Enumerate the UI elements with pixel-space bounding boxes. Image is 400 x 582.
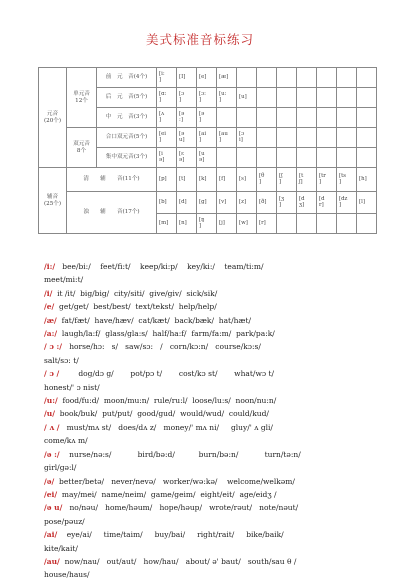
chart-cell: [ʌ ]	[157, 108, 177, 128]
chart-row-front	[39, 68, 377, 88]
practice-line	[44, 287, 374, 300]
chart-cell: [m]	[157, 214, 177, 234]
chart-cell: [ɔ ]	[177, 88, 197, 108]
chart-cell	[277, 148, 297, 168]
practice-line	[44, 367, 374, 380]
chart-cell	[217, 108, 237, 128]
example-words: dog/dɔ g/ pot/pɔ t/ cost/kɔ st/ what/wɔ t/	[59, 369, 274, 379]
chart-cell: [t]	[177, 168, 197, 192]
chart-cell: [ei ]	[157, 128, 177, 148]
front-vowels-label: 前 元 音(4个)	[97, 68, 157, 88]
chart-row-closing	[39, 128, 377, 148]
example-words: laugh/la:f/ glass/gla:s/ half/ha:f/ farm/fa:m/ park/pa:k/	[57, 329, 275, 339]
example-words: house/haus/	[44, 570, 90, 580]
practice-line	[44, 448, 374, 461]
phoneme-head: / ʌ /	[44, 422, 60, 432]
phoneme-head: /æ/	[44, 315, 57, 325]
practice-line	[44, 340, 374, 353]
chart-cell	[337, 68, 357, 88]
chart-cell: [ʃ ]	[277, 168, 297, 192]
example-words: salt/sɔ: t/	[44, 355, 79, 365]
chart-cell: [h]	[357, 168, 377, 192]
chart-cell: [ə :]	[177, 108, 197, 128]
chart-cell: [I]	[177, 68, 197, 88]
chart-cell: [d r]	[317, 192, 337, 214]
phoneme-head: /i/	[44, 288, 53, 298]
practice-line	[44, 542, 374, 555]
chart-cell: [w]	[237, 214, 257, 234]
chart-cell: [d]	[177, 192, 197, 214]
chart-cell	[317, 88, 337, 108]
practice-list	[44, 260, 374, 582]
chart-cell: [l]	[357, 192, 377, 214]
chart-cell	[237, 148, 257, 168]
chart-cell	[357, 128, 377, 148]
back-vowels-label: 后 元 音(5个)	[97, 88, 157, 108]
practice-line	[44, 260, 374, 273]
chart-cell	[337, 108, 357, 128]
phoneme-head: /u:/	[44, 396, 58, 406]
chart-cell	[257, 148, 277, 168]
chart-cell: [b]	[157, 192, 177, 214]
chart-cell: [θ ]	[257, 168, 277, 192]
mid-vowels-label: 中 元 音(3个)	[97, 108, 157, 128]
practice-line	[44, 501, 374, 514]
phoneme-head: /ai/	[44, 530, 58, 540]
chart-cell: [n]	[177, 214, 197, 234]
chart-cell	[297, 148, 317, 168]
chart-cell: [i ə]	[157, 148, 177, 168]
practice-line	[44, 273, 374, 286]
chart-cell: [ɔ i]	[237, 128, 257, 148]
practice-line	[44, 421, 374, 434]
chart-cell	[317, 68, 337, 88]
chart-cell: [dz ]	[337, 192, 357, 214]
phoneme-head: /ei/	[44, 489, 58, 499]
centering-diphthongs-label: 集中双元音(3个)	[97, 148, 157, 168]
chart-cell: [tr ]	[317, 168, 337, 192]
chart-cell: [u]	[237, 88, 257, 108]
example-words: nurse/nə:s/ bird/bə:d/ burn/bə:n/ turn/tə:n/	[59, 449, 301, 459]
phoneme-head: /au/	[44, 556, 60, 566]
chart-cell: [v]	[217, 192, 237, 214]
chart-cell: [t ʃ]	[297, 168, 317, 192]
chart-cell	[277, 88, 297, 108]
chart-cell: [j]	[217, 214, 237, 234]
example-words: now/nau/ out/aut/ how/hau/ about/ ə' baut/ south/sau θ /	[59, 556, 297, 566]
example-words: may/mei/ name/neim/ game/geim/ eight/eit/ age/eidʒ /	[57, 489, 277, 499]
chart-cell	[237, 108, 257, 128]
chart-cell	[277, 108, 297, 128]
example-words: meet/mi:t/	[44, 275, 84, 285]
example-words: get/get/ best/best/ text/tekst/ help/help/	[54, 302, 217, 312]
chart-cell: [i: ]	[157, 68, 177, 88]
practice-line	[44, 354, 374, 367]
example-words: must/mʌ st/ does/dʌ z/ money/' mʌ ni/ gluy/' ʌ gli/	[59, 422, 273, 432]
chart-cell	[317, 108, 337, 128]
phonetic-chart	[38, 67, 377, 234]
practice-line	[44, 407, 374, 420]
chart-cell: [au ]	[217, 128, 237, 148]
example-words: honest/' ɔ nist/	[44, 382, 100, 392]
chart-cell: [ə ]	[197, 108, 217, 128]
chart-cell	[257, 88, 277, 108]
practice-line	[44, 488, 374, 501]
vowels-label: 元音 (20个)	[39, 68, 67, 168]
chart-cell: [ɑ: ]	[157, 88, 177, 108]
phoneme-head: /u/	[44, 409, 55, 419]
practice-line	[44, 475, 374, 488]
example-words: no/nəu/ home/həum/ hope/həup/ wrote/rəut/ note/nəut/	[62, 503, 299, 513]
example-words: come/kʌ m/	[44, 436, 88, 446]
chart-cell: [z]	[237, 192, 257, 214]
chart-cell: [u: ]	[217, 88, 237, 108]
chart-cell	[257, 68, 277, 88]
chart-cell	[297, 88, 317, 108]
phoneme-head: /a:/	[44, 329, 58, 339]
chart-cell: [ŋ ]	[197, 214, 217, 234]
chart-cell	[337, 214, 357, 234]
phoneme-head: /ə u/	[44, 503, 63, 513]
chart-cell: [k]	[197, 168, 217, 192]
phoneme-head: /ə :/	[44, 449, 60, 459]
example-words: food/fu:d/ moon/mu:n/ rule/ru:l/ loose/lu:s/ noon/nu:n/	[57, 396, 277, 406]
chart-cell	[337, 148, 357, 168]
practice-line	[44, 394, 374, 407]
practice-line	[44, 568, 374, 581]
chart-cell	[337, 128, 357, 148]
chart-cell: [u ə]	[197, 148, 217, 168]
chart-cell: [d ʒ]	[297, 192, 317, 214]
chart-cell: [e]	[197, 68, 217, 88]
chart-cell	[357, 108, 377, 128]
consonants-label: 辅音 (25个)	[39, 168, 67, 234]
phoneme-head: /ə/	[44, 476, 55, 486]
example-words: girl/gə:l/	[44, 463, 77, 473]
example-words: better/betə/ never/nevə/ worker/wə:kə/ welcome/welkəm/	[54, 476, 295, 486]
example-words: eye/ai/ time/taim/ buy/bai/ right/rait/ bike/baik/	[57, 530, 284, 540]
practice-line	[44, 327, 374, 340]
chart-cell	[277, 214, 297, 234]
chart-cell	[277, 128, 297, 148]
voiceless-label: 清 辅 音(11个)	[67, 168, 157, 192]
chart-cell: [ɛ ə]	[177, 148, 197, 168]
example-words: book/buk/ put/put/ good/gud/ would/wud/ could/kud/	[54, 409, 269, 419]
chart-cell: [ai ]	[197, 128, 217, 148]
example-words: fat/fæt/ have/hæv/ cat/kæt/ back/bæk/ hat/hæt/	[56, 315, 252, 325]
practice-line	[44, 381, 374, 394]
chart-cell: [æ]	[217, 68, 237, 88]
chart-row-voiced	[39, 192, 377, 214]
chart-cell: [ə u]	[177, 128, 197, 148]
diphthong-label: 双元音 8个	[67, 128, 97, 168]
phoneme-head: / ɔ :/	[44, 342, 63, 352]
phoneme-head: / ɔ /	[44, 369, 60, 379]
chart-cell	[357, 68, 377, 88]
chart-cell: [ʒ ]	[277, 192, 297, 214]
chart-cell	[257, 108, 277, 128]
chart-cell: [ts ]	[337, 168, 357, 192]
chart-cell	[357, 214, 377, 234]
page-title: 美式标准音标练习	[145, 32, 254, 47]
example-words: it /it/ big/big/ city/siti/ give/giv/ sick/sik/	[52, 288, 218, 298]
chart-cell	[337, 88, 357, 108]
practice-line	[44, 555, 374, 568]
monophthong-label: 单元音 12个	[67, 68, 97, 128]
chart-cell	[297, 108, 317, 128]
phoneme-head: /i:/	[44, 262, 56, 271]
chart-cell	[277, 68, 297, 88]
chart-cell	[357, 148, 377, 168]
chart-cell	[317, 214, 337, 234]
chart-cell	[237, 68, 257, 88]
example-words: pose/pəuz/	[44, 516, 85, 526]
practice-line	[44, 515, 374, 528]
chart-cell	[257, 128, 277, 148]
example-words: bee/bi:/ feet/fi:t/ keep/ki:p/ key/ki:/ team/ti:m/	[55, 262, 264, 271]
closing-diphthongs-label: 合口双元音(5个)	[97, 128, 157, 148]
chart-cell	[357, 88, 377, 108]
chart-cell: [p]	[157, 168, 177, 192]
chart-cell	[317, 148, 337, 168]
practice-line	[44, 461, 374, 474]
practice-line	[44, 528, 374, 541]
chart-cell: [s]	[237, 168, 257, 192]
example-words: kite/kait/	[44, 543, 78, 553]
practice-line	[44, 300, 374, 313]
chart-cell	[217, 148, 237, 168]
chart-cell: [ð]	[257, 192, 277, 214]
chart-row-voiceless	[39, 168, 377, 192]
chart-cell	[297, 214, 317, 234]
chart-cell: [g]	[197, 192, 217, 214]
chart-cell	[297, 68, 317, 88]
chart-cell: [f]	[217, 168, 237, 192]
voiced-label: 浊 辅 音(17个)	[67, 192, 157, 234]
example-words: horse/hɔ: s/ saw/sɔ: / corn/kɔ:n/ course/kɔ:s/	[62, 342, 261, 352]
practice-line	[44, 434, 374, 447]
chart-cell: [r]	[257, 214, 277, 234]
chart-cell: [ɔ: ]	[197, 88, 217, 108]
chart-cell	[297, 128, 317, 148]
phoneme-head: /e/	[44, 302, 55, 312]
chart-cell	[317, 128, 337, 148]
practice-line	[44, 314, 374, 327]
